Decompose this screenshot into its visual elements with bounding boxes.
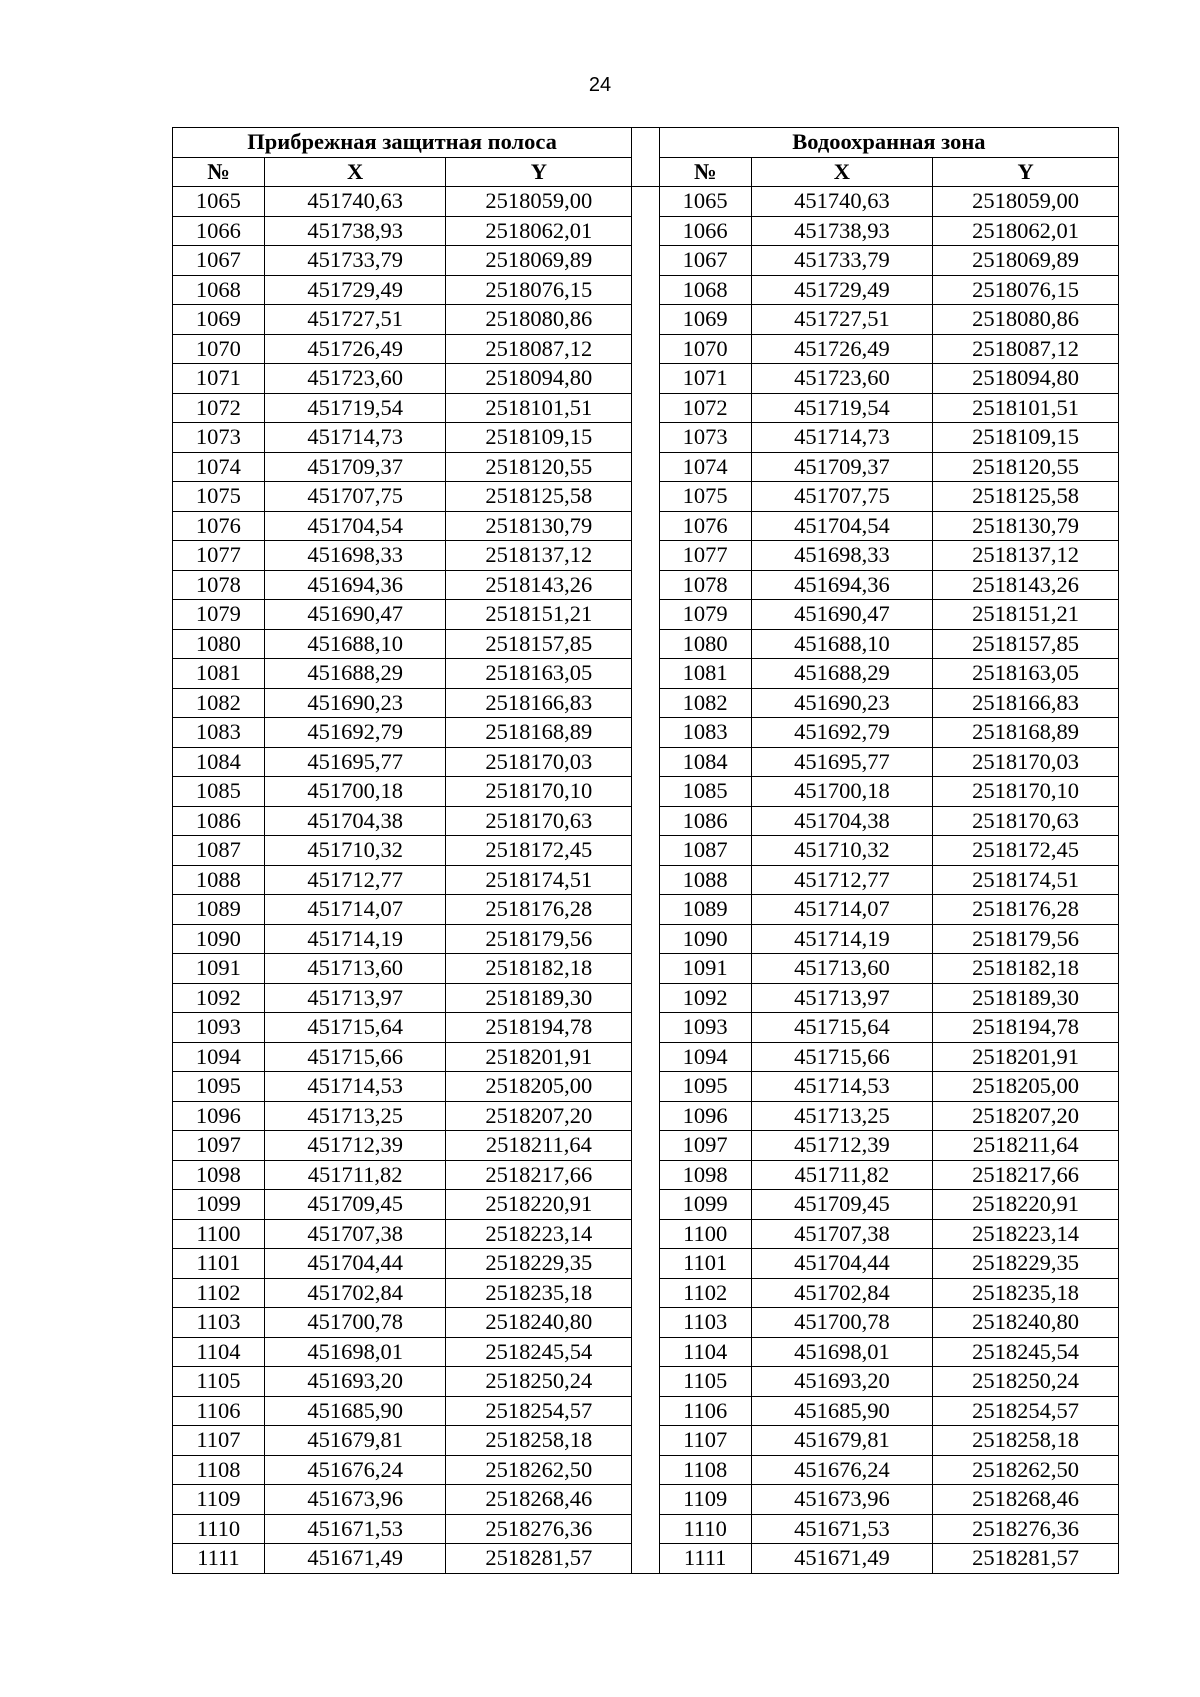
right-x-value: 451712,77 xyxy=(751,865,933,895)
right-y-value: 2518194,78 xyxy=(933,1013,1119,1043)
left-point-number: 1080 xyxy=(173,629,265,659)
right-point-number: 1106 xyxy=(659,1396,751,1426)
right-point-number: 1109 xyxy=(659,1485,751,1515)
left-point-number: 1096 xyxy=(173,1101,265,1131)
right-x-value: 451693,20 xyxy=(751,1367,933,1397)
left-y-value: 2518076,15 xyxy=(446,275,632,305)
left-point-number: 1104 xyxy=(173,1337,265,1367)
left-point-number: 1099 xyxy=(173,1190,265,1220)
right-x-value: 451713,97 xyxy=(751,983,933,1013)
left-y-value: 2518170,10 xyxy=(446,777,632,807)
left-y-value: 2518240,80 xyxy=(446,1308,632,1338)
right-y-value: 2518170,63 xyxy=(933,806,1119,836)
left-y-value: 2518163,05 xyxy=(446,659,632,689)
right-y-value: 2518258,18 xyxy=(933,1426,1119,1456)
right-y-value: 2518087,12 xyxy=(933,334,1119,364)
left-y-value: 2518125,58 xyxy=(446,482,632,512)
right-header-x: X xyxy=(751,157,933,187)
right-y-value: 2518170,10 xyxy=(933,777,1119,807)
right-y-value: 2518211,64 xyxy=(933,1131,1119,1161)
right-y-value: 2518189,30 xyxy=(933,983,1119,1013)
right-x-value: 451704,44 xyxy=(751,1249,933,1279)
left-header-y: Y xyxy=(446,157,632,187)
right-x-value: 451710,32 xyxy=(751,836,933,866)
left-x-value: 451707,75 xyxy=(264,482,446,512)
left-y-value: 2518166,83 xyxy=(446,688,632,718)
right-point-number: 1078 xyxy=(659,570,751,600)
right-point-number: 1070 xyxy=(659,334,751,364)
right-point-number: 1093 xyxy=(659,1013,751,1043)
right-y-value: 2518245,54 xyxy=(933,1337,1119,1367)
right-y-value: 2518229,35 xyxy=(933,1249,1119,1279)
left-point-number: 1078 xyxy=(173,570,265,600)
left-y-value: 2518170,63 xyxy=(446,806,632,836)
right-x-value: 451713,25 xyxy=(751,1101,933,1131)
left-point-number: 1106 xyxy=(173,1396,265,1426)
right-point-number: 1084 xyxy=(659,747,751,777)
left-x-value: 451714,19 xyxy=(264,924,446,954)
right-point-number: 1076 xyxy=(659,511,751,541)
left-point-number: 1071 xyxy=(173,364,265,394)
right-y-value: 2518059,00 xyxy=(933,187,1119,217)
left-point-number: 1103 xyxy=(173,1308,265,1338)
left-point-number: 1074 xyxy=(173,452,265,482)
right-x-value: 451692,79 xyxy=(751,718,933,748)
right-y-value: 2518205,00 xyxy=(933,1072,1119,1102)
right-x-value: 451695,77 xyxy=(751,747,933,777)
left-point-number: 1105 xyxy=(173,1367,265,1397)
left-x-value: 451688,29 xyxy=(264,659,446,689)
left-point-number: 1097 xyxy=(173,1131,265,1161)
left-point-number: 1083 xyxy=(173,718,265,748)
right-y-value: 2518179,56 xyxy=(933,924,1119,954)
right-y-value: 2518250,24 xyxy=(933,1367,1119,1397)
right-table-title: Водоохранная зона xyxy=(659,128,1118,158)
left-x-value: 451738,93 xyxy=(264,216,446,246)
left-point-number: 1069 xyxy=(173,305,265,335)
right-y-value: 2518182,18 xyxy=(933,954,1119,984)
left-x-value: 451700,78 xyxy=(264,1308,446,1338)
left-point-number: 1070 xyxy=(173,334,265,364)
left-x-value: 451727,51 xyxy=(264,305,446,335)
right-x-value: 451690,23 xyxy=(751,688,933,718)
left-x-value: 451714,07 xyxy=(264,895,446,925)
right-x-value: 451707,38 xyxy=(751,1219,933,1249)
left-point-number: 1081 xyxy=(173,659,265,689)
right-point-number: 1075 xyxy=(659,482,751,512)
right-point-number: 1102 xyxy=(659,1278,751,1308)
left-x-value: 451702,84 xyxy=(264,1278,446,1308)
left-x-value: 451715,66 xyxy=(264,1042,446,1072)
right-x-value: 451729,49 xyxy=(751,275,933,305)
left-point-number: 1095 xyxy=(173,1072,265,1102)
right-point-number: 1104 xyxy=(659,1337,751,1367)
right-point-number: 1074 xyxy=(659,452,751,482)
left-x-value: 451704,38 xyxy=(264,806,446,836)
left-point-number: 1091 xyxy=(173,954,265,984)
right-point-number: 1083 xyxy=(659,718,751,748)
left-y-value: 2518157,85 xyxy=(446,629,632,659)
left-y-value: 2518137,12 xyxy=(446,541,632,571)
left-y-value: 2518194,78 xyxy=(446,1013,632,1043)
left-point-number: 1067 xyxy=(173,246,265,276)
right-point-number: 1099 xyxy=(659,1190,751,1220)
right-point-number: 1087 xyxy=(659,836,751,866)
left-y-value: 2518101,51 xyxy=(446,393,632,423)
right-y-value: 2518076,15 xyxy=(933,275,1119,305)
left-y-value: 2518176,28 xyxy=(446,895,632,925)
left-y-value: 2518229,35 xyxy=(446,1249,632,1279)
right-x-value: 451698,33 xyxy=(751,541,933,571)
left-point-number: 1107 xyxy=(173,1426,265,1456)
right-x-value: 451740,63 xyxy=(751,187,933,217)
right-point-number: 1068 xyxy=(659,275,751,305)
right-y-value: 2518223,14 xyxy=(933,1219,1119,1249)
right-point-number: 1089 xyxy=(659,895,751,925)
right-point-number: 1108 xyxy=(659,1455,751,1485)
coordinates-body xyxy=(173,187,1119,1574)
left-point-number: 1092 xyxy=(173,983,265,1013)
right-x-value: 451704,54 xyxy=(751,511,933,541)
left-y-value: 2518220,91 xyxy=(446,1190,632,1220)
left-x-value: 451707,38 xyxy=(264,1219,446,1249)
left-x-value: 451740,63 xyxy=(264,187,446,217)
right-point-number: 1072 xyxy=(659,393,751,423)
right-x-value: 451688,29 xyxy=(751,659,933,689)
right-point-number: 1086 xyxy=(659,806,751,836)
right-point-number: 1103 xyxy=(659,1308,751,1338)
left-x-value: 451704,44 xyxy=(264,1249,446,1279)
left-y-value: 2518151,21 xyxy=(446,600,632,630)
right-y-value: 2518163,05 xyxy=(933,659,1119,689)
right-x-value: 451719,54 xyxy=(751,393,933,423)
left-x-value: 451700,18 xyxy=(264,777,446,807)
right-header-y: Y xyxy=(933,157,1119,187)
left-x-value: 451710,32 xyxy=(264,836,446,866)
left-x-value: 451723,60 xyxy=(264,364,446,394)
left-x-value: 451715,64 xyxy=(264,1013,446,1043)
right-y-value: 2518240,80 xyxy=(933,1308,1119,1338)
right-y-value: 2518062,01 xyxy=(933,216,1119,246)
table-row xyxy=(173,187,1119,217)
right-y-value: 2518254,57 xyxy=(933,1396,1119,1426)
left-x-value: 451698,01 xyxy=(264,1337,446,1367)
left-point-number: 1076 xyxy=(173,511,265,541)
left-x-value: 451729,49 xyxy=(264,275,446,305)
right-y-value: 2518109,15 xyxy=(933,423,1119,453)
left-point-number: 1110 xyxy=(173,1514,265,1544)
left-x-value: 451690,47 xyxy=(264,600,446,630)
right-x-value: 451676,24 xyxy=(751,1455,933,1485)
left-y-value: 2518268,46 xyxy=(446,1485,632,1515)
right-x-value: 451714,73 xyxy=(751,423,933,453)
right-x-value: 451713,60 xyxy=(751,954,933,984)
right-x-value: 451671,53 xyxy=(751,1514,933,1544)
column-separator xyxy=(632,128,660,187)
left-point-number: 1066 xyxy=(173,216,265,246)
right-point-number: 1080 xyxy=(659,629,751,659)
right-x-value: 451707,75 xyxy=(751,482,933,512)
left-y-value: 2518130,79 xyxy=(446,511,632,541)
left-point-number: 1075 xyxy=(173,482,265,512)
left-point-number: 1068 xyxy=(173,275,265,305)
left-header-num: № xyxy=(173,157,265,187)
right-y-value: 2518201,91 xyxy=(933,1042,1119,1072)
left-x-value: 451695,77 xyxy=(264,747,446,777)
right-point-number: 1091 xyxy=(659,954,751,984)
left-x-value: 451709,45 xyxy=(264,1190,446,1220)
left-point-number: 1111 xyxy=(173,1544,265,1574)
left-point-number: 1077 xyxy=(173,541,265,571)
right-x-value: 451712,39 xyxy=(751,1131,933,1161)
right-x-value: 451688,10 xyxy=(751,629,933,659)
right-point-number: 1085 xyxy=(659,777,751,807)
left-point-number: 1100 xyxy=(173,1219,265,1249)
right-y-value: 2518281,57 xyxy=(933,1544,1119,1574)
left-point-number: 1085 xyxy=(173,777,265,807)
right-y-value: 2518176,28 xyxy=(933,895,1119,925)
right-point-number: 1067 xyxy=(659,246,751,276)
left-y-value: 2518069,89 xyxy=(446,246,632,276)
right-x-value: 451685,90 xyxy=(751,1396,933,1426)
left-y-value: 2518172,45 xyxy=(446,836,632,866)
right-x-value: 451671,49 xyxy=(751,1544,933,1574)
right-x-value: 451709,45 xyxy=(751,1190,933,1220)
left-y-value: 2518168,89 xyxy=(446,718,632,748)
right-x-value: 451694,36 xyxy=(751,570,933,600)
left-x-value: 451719,54 xyxy=(264,393,446,423)
page-number: 24 xyxy=(588,74,612,96)
right-x-value: 451738,93 xyxy=(751,216,933,246)
right-point-number: 1095 xyxy=(659,1072,751,1102)
left-point-number: 1084 xyxy=(173,747,265,777)
left-x-value: 451698,33 xyxy=(264,541,446,571)
left-y-value: 2518250,24 xyxy=(446,1367,632,1397)
column-separator xyxy=(632,187,660,1574)
left-x-value: 451690,23 xyxy=(264,688,446,718)
left-y-value: 2518062,01 xyxy=(446,216,632,246)
right-point-number: 1079 xyxy=(659,600,751,630)
left-point-number: 1102 xyxy=(173,1278,265,1308)
left-y-value: 2518205,00 xyxy=(446,1072,632,1102)
right-x-value: 451690,47 xyxy=(751,600,933,630)
left-x-value: 451712,77 xyxy=(264,865,446,895)
right-point-number: 1077 xyxy=(659,541,751,571)
right-y-value: 2518080,86 xyxy=(933,305,1119,335)
left-x-value: 451693,20 xyxy=(264,1367,446,1397)
right-x-value: 451711,82 xyxy=(751,1160,933,1190)
left-y-value: 2518189,30 xyxy=(446,983,632,1013)
right-point-number: 1101 xyxy=(659,1249,751,1279)
right-x-value: 451679,81 xyxy=(751,1426,933,1456)
right-point-number: 1090 xyxy=(659,924,751,954)
right-y-value: 2518120,55 xyxy=(933,452,1119,482)
left-x-value: 451711,82 xyxy=(264,1160,446,1190)
left-x-value: 451704,54 xyxy=(264,511,446,541)
right-x-value: 451698,01 xyxy=(751,1337,933,1367)
left-x-value: 451676,24 xyxy=(264,1455,446,1485)
left-x-value: 451709,37 xyxy=(264,452,446,482)
left-y-value: 2518094,80 xyxy=(446,364,632,394)
left-x-value: 451679,81 xyxy=(264,1426,446,1456)
right-y-value: 2518151,21 xyxy=(933,600,1119,630)
right-x-value: 451715,64 xyxy=(751,1013,933,1043)
right-y-value: 2518166,83 xyxy=(933,688,1119,718)
left-point-number: 1101 xyxy=(173,1249,265,1279)
right-x-value: 451700,78 xyxy=(751,1308,933,1338)
left-point-number: 1090 xyxy=(173,924,265,954)
right-header-num: № xyxy=(659,157,751,187)
left-x-value: 451713,25 xyxy=(264,1101,446,1131)
left-y-value: 2518182,18 xyxy=(446,954,632,984)
right-x-value: 451709,37 xyxy=(751,452,933,482)
right-y-value: 2518101,51 xyxy=(933,393,1119,423)
left-point-number: 1082 xyxy=(173,688,265,718)
left-x-value: 451713,97 xyxy=(264,983,446,1013)
left-x-value: 451688,10 xyxy=(264,629,446,659)
right-point-number: 1111 xyxy=(659,1544,751,1574)
left-y-value: 2518080,86 xyxy=(446,305,632,335)
table-title-row xyxy=(173,128,1119,158)
left-y-value: 2518217,66 xyxy=(446,1160,632,1190)
left-y-value: 2518245,54 xyxy=(446,1337,632,1367)
right-point-number: 1096 xyxy=(659,1101,751,1131)
right-x-value: 451714,19 xyxy=(751,924,933,954)
right-x-value: 451726,49 xyxy=(751,334,933,364)
left-y-value: 2518174,51 xyxy=(446,865,632,895)
left-point-number: 1093 xyxy=(173,1013,265,1043)
left-x-value: 451692,79 xyxy=(264,718,446,748)
right-point-number: 1100 xyxy=(659,1219,751,1249)
left-y-value: 2518276,36 xyxy=(446,1514,632,1544)
right-point-number: 1071 xyxy=(659,364,751,394)
right-x-value: 451727,51 xyxy=(751,305,933,335)
right-y-value: 2518268,46 xyxy=(933,1485,1119,1515)
left-y-value: 2518235,18 xyxy=(446,1278,632,1308)
right-point-number: 1097 xyxy=(659,1131,751,1161)
right-point-number: 1092 xyxy=(659,983,751,1013)
left-y-value: 2518223,14 xyxy=(446,1219,632,1249)
right-x-value: 451673,96 xyxy=(751,1485,933,1515)
left-x-value: 451714,73 xyxy=(264,423,446,453)
right-y-value: 2518172,45 xyxy=(933,836,1119,866)
right-point-number: 1107 xyxy=(659,1426,751,1456)
left-y-value: 2518281,57 xyxy=(446,1544,632,1574)
right-x-value: 451733,79 xyxy=(751,246,933,276)
right-y-value: 2518174,51 xyxy=(933,865,1119,895)
right-x-value: 451704,38 xyxy=(751,806,933,836)
left-table-title: Прибрежная защитная полоса xyxy=(173,128,632,158)
left-point-number: 1094 xyxy=(173,1042,265,1072)
left-point-number: 1073 xyxy=(173,423,265,453)
right-point-number: 1110 xyxy=(659,1514,751,1544)
left-point-number: 1087 xyxy=(173,836,265,866)
left-y-value: 2518087,12 xyxy=(446,334,632,364)
left-point-number: 1089 xyxy=(173,895,265,925)
right-point-number: 1082 xyxy=(659,688,751,718)
left-y-value: 2518254,57 xyxy=(446,1396,632,1426)
right-point-number: 1105 xyxy=(659,1367,751,1397)
left-point-number: 1086 xyxy=(173,806,265,836)
left-y-value: 2518109,15 xyxy=(446,423,632,453)
left-x-value: 451671,53 xyxy=(264,1514,446,1544)
right-y-value: 2518168,89 xyxy=(933,718,1119,748)
right-y-value: 2518094,80 xyxy=(933,364,1119,394)
coordinates-table xyxy=(172,127,1119,1574)
right-x-value: 451714,07 xyxy=(751,895,933,925)
left-point-number: 1072 xyxy=(173,393,265,423)
left-header-x: X xyxy=(264,157,446,187)
right-point-number: 1065 xyxy=(659,187,751,217)
left-y-value: 2518201,91 xyxy=(446,1042,632,1072)
left-y-value: 2518211,64 xyxy=(446,1131,632,1161)
right-y-value: 2518220,91 xyxy=(933,1190,1119,1220)
right-y-value: 2518137,12 xyxy=(933,541,1119,571)
right-point-number: 1081 xyxy=(659,659,751,689)
right-point-number: 1069 xyxy=(659,305,751,335)
right-y-value: 2518207,20 xyxy=(933,1101,1119,1131)
left-x-value: 451712,39 xyxy=(264,1131,446,1161)
right-x-value: 451715,66 xyxy=(751,1042,933,1072)
right-point-number: 1098 xyxy=(659,1160,751,1190)
right-point-number: 1073 xyxy=(659,423,751,453)
left-x-value: 451733,79 xyxy=(264,246,446,276)
left-point-number: 1098 xyxy=(173,1160,265,1190)
right-y-value: 2518217,66 xyxy=(933,1160,1119,1190)
left-point-number: 1088 xyxy=(173,865,265,895)
right-point-number: 1094 xyxy=(659,1042,751,1072)
right-y-value: 2518262,50 xyxy=(933,1455,1119,1485)
left-x-value: 451713,60 xyxy=(264,954,446,984)
right-x-value: 451700,18 xyxy=(751,777,933,807)
left-x-value: 451673,96 xyxy=(264,1485,446,1515)
right-x-value: 451723,60 xyxy=(751,364,933,394)
left-y-value: 2518120,55 xyxy=(446,452,632,482)
left-x-value: 451726,49 xyxy=(264,334,446,364)
right-point-number: 1066 xyxy=(659,216,751,246)
right-point-number: 1088 xyxy=(659,865,751,895)
left-y-value: 2518059,00 xyxy=(446,187,632,217)
left-x-value: 451714,53 xyxy=(264,1072,446,1102)
left-point-number: 1109 xyxy=(173,1485,265,1515)
left-x-value: 451671,49 xyxy=(264,1544,446,1574)
right-y-value: 2518125,58 xyxy=(933,482,1119,512)
right-y-value: 2518170,03 xyxy=(933,747,1119,777)
right-x-value: 451714,53 xyxy=(751,1072,933,1102)
left-y-value: 2518170,03 xyxy=(446,747,632,777)
left-point-number: 1108 xyxy=(173,1455,265,1485)
right-x-value: 451702,84 xyxy=(751,1278,933,1308)
right-y-value: 2518143,26 xyxy=(933,570,1119,600)
left-x-value: 451694,36 xyxy=(264,570,446,600)
right-y-value: 2518157,85 xyxy=(933,629,1119,659)
left-y-value: 2518179,56 xyxy=(446,924,632,954)
left-y-value: 2518258,18 xyxy=(446,1426,632,1456)
right-y-value: 2518276,36 xyxy=(933,1514,1119,1544)
right-y-value: 2518069,89 xyxy=(933,246,1119,276)
left-y-value: 2518262,50 xyxy=(446,1455,632,1485)
right-y-value: 2518130,79 xyxy=(933,511,1119,541)
left-point-number: 1065 xyxy=(173,187,265,217)
right-y-value: 2518235,18 xyxy=(933,1278,1119,1308)
left-x-value: 451685,90 xyxy=(264,1396,446,1426)
left-y-value: 2518143,26 xyxy=(446,570,632,600)
left-point-number: 1079 xyxy=(173,600,265,630)
left-y-value: 2518207,20 xyxy=(446,1101,632,1131)
